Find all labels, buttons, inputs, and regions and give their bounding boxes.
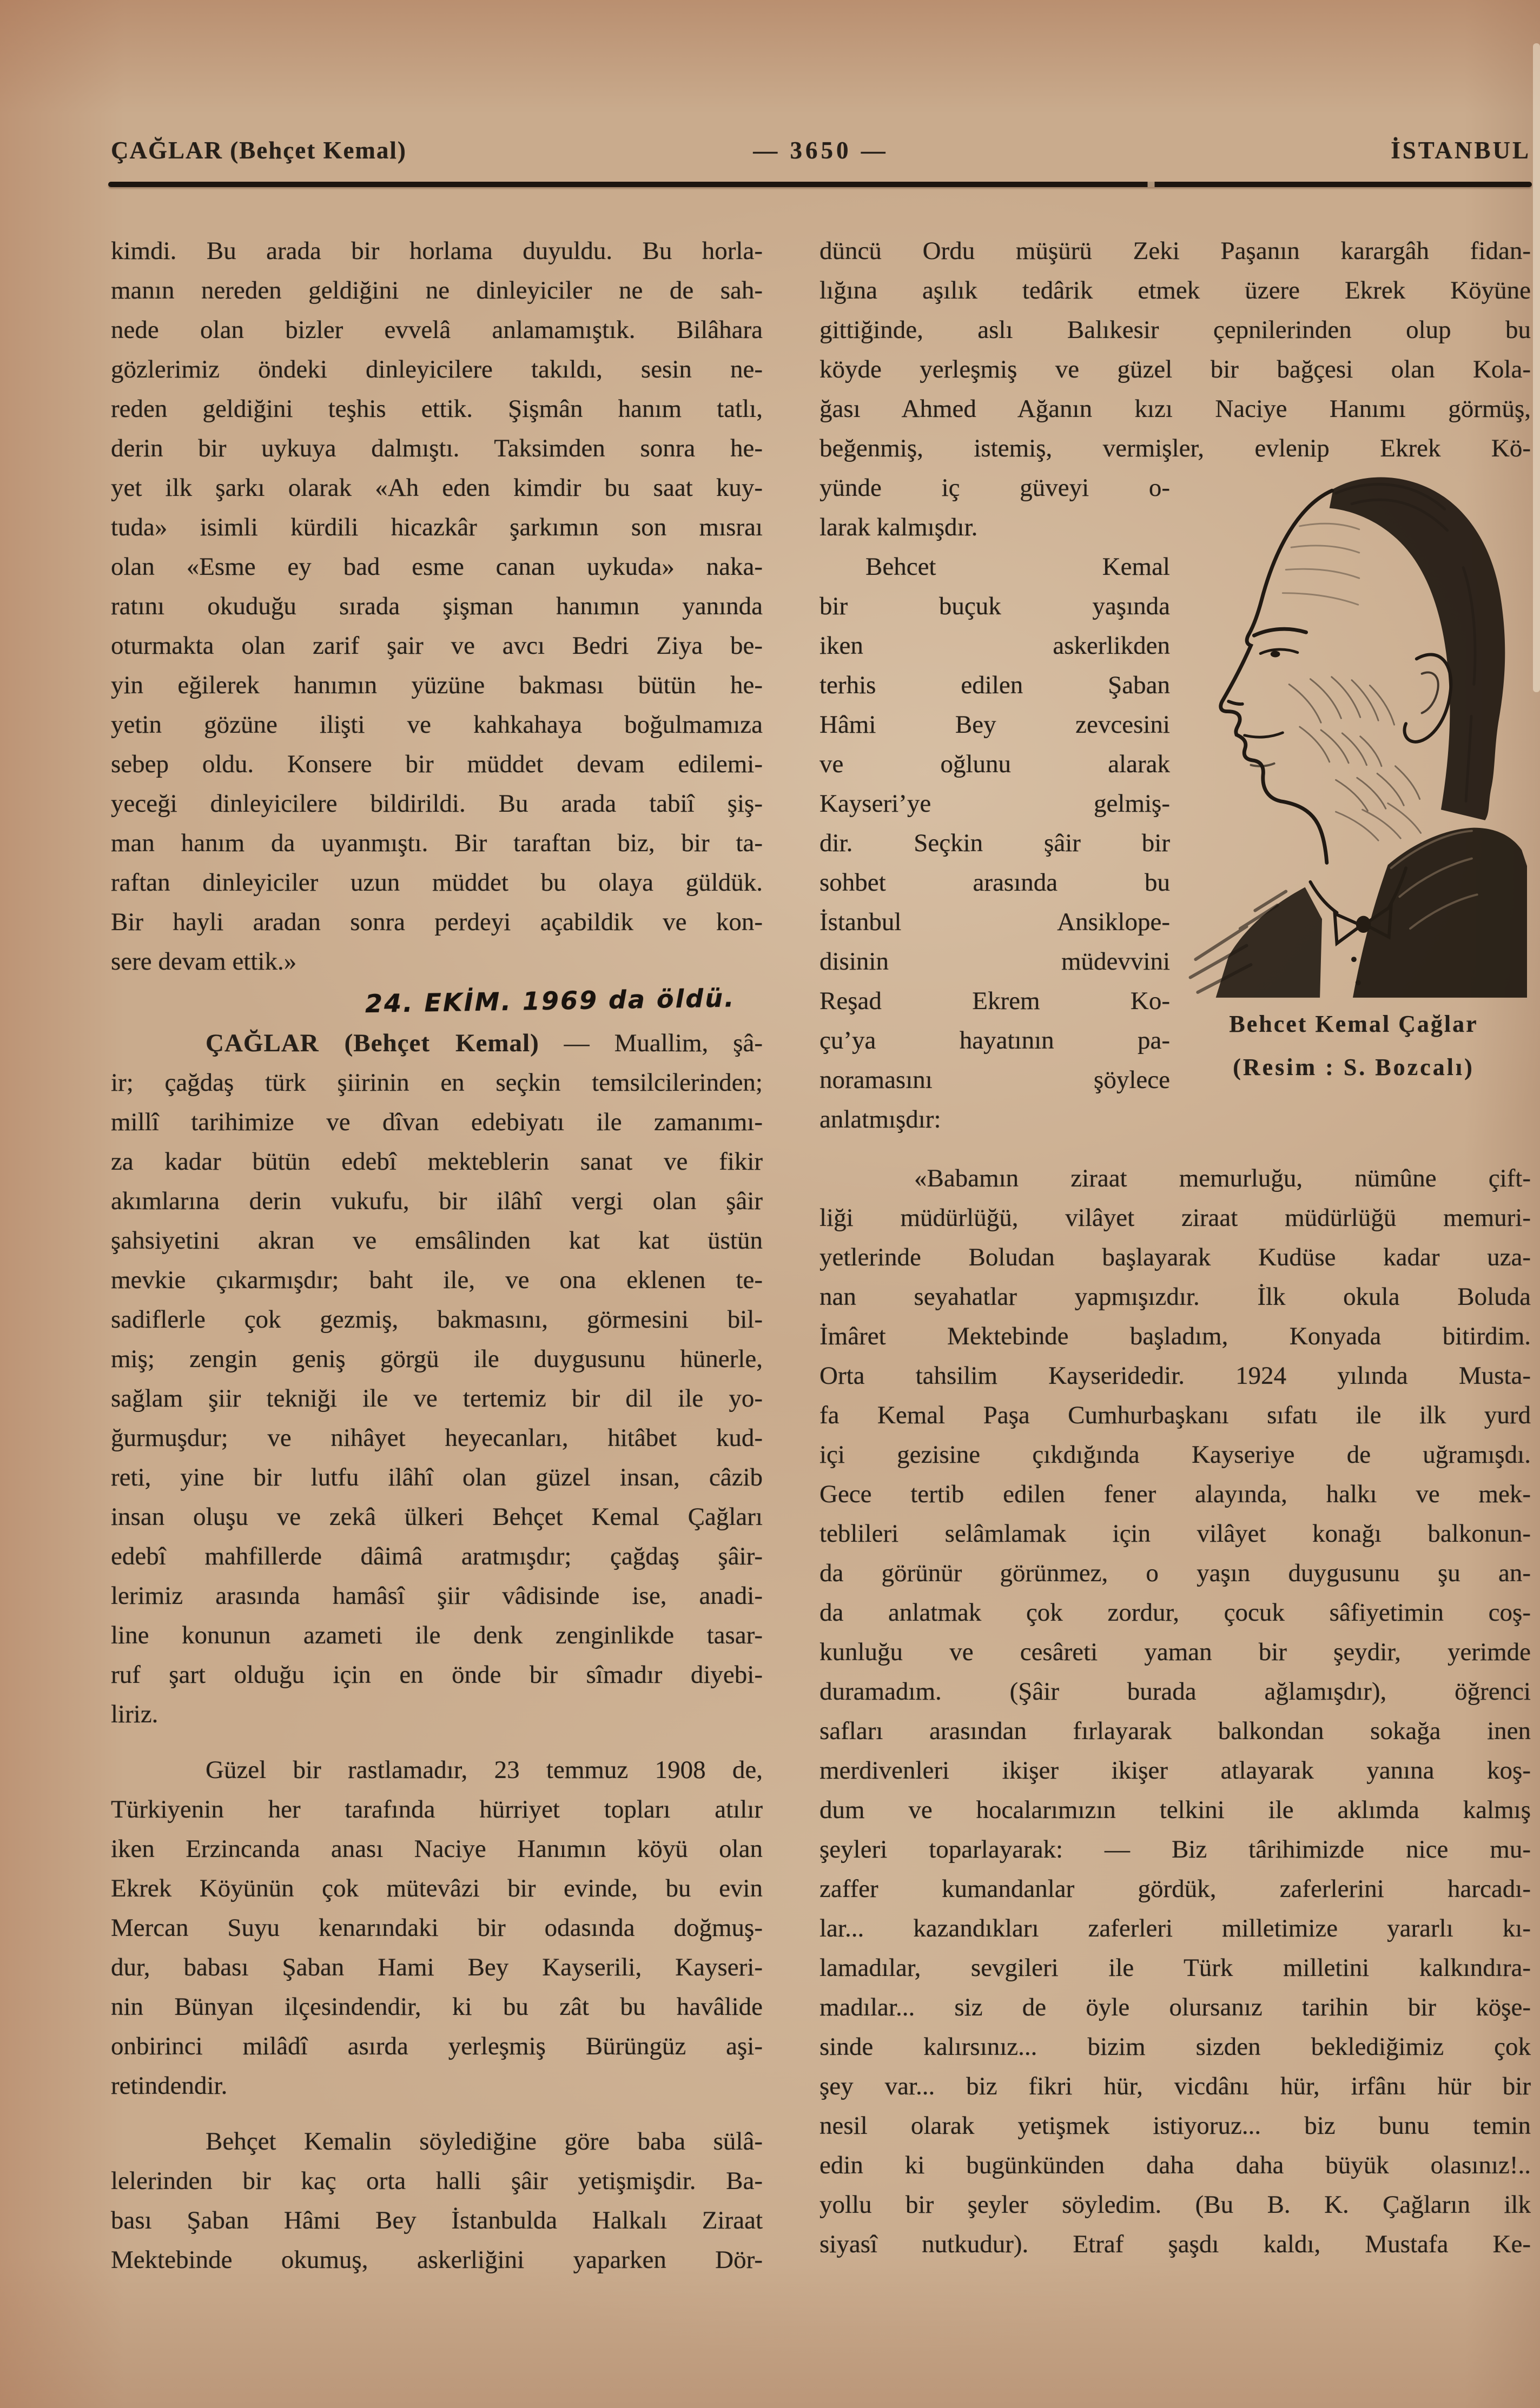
text-line: Mercan Suyu kenarındaki bir odasında doğmuş- (111, 1914, 763, 1942)
text-line: edin ki bugünkünden daha daha büyük olasınız!.. (819, 2151, 1531, 2179)
text-line: yet ilk şarkı olarak «Ah eden kimdir bu saat kuy- (111, 474, 763, 502)
text-line: dir. Seçkin şâir bir (819, 829, 1170, 857)
text-line: dur, babası Şaban Hami Bey Kayserili, Kayseri- (111, 1953, 763, 1981)
text-line: Güzel bir rastlamadır, 23 temmuz 1908 de, (206, 1756, 763, 1784)
text-line: miş; zengin geniş görgü ile duygusunu hünerle, (111, 1345, 763, 1373)
text-line: Reşad Ekrem Ko- (819, 987, 1170, 1015)
text-line: liği müdürlüğü, vilâyet ziraat müdürlüğü memuri- (819, 1204, 1531, 1232)
text-line: İstanbul Ansiklope- (819, 908, 1170, 936)
text-line: ğurmuşdur; ve nihâyet heyecanları, hitâbet kud- (111, 1424, 763, 1452)
text-line: man hanım da uyanmıştı. Bir taraftan biz, bir ta- (111, 829, 763, 857)
portrait-row (819, 468, 1531, 1139)
header-divider-rule (108, 182, 1532, 187)
text-line: içi gezisine çıkdığında Kayseriye de uğramışdı. (819, 1441, 1531, 1469)
left-column-entry-text (111, 1024, 763, 2280)
text-line: yin eğilerek hanımın yüzüne bakması bütün he- (111, 671, 763, 699)
text-line: bir buçuk yaşında (819, 592, 1170, 620)
text-line: iken Erzincanda anası Naciye Hanımın köyü olan (111, 1835, 763, 1863)
text-line: larak kalmışdır. (819, 513, 978, 541)
text-line: Türkiyenin her tarafında hürriyet topları atılır (111, 1795, 763, 1823)
text-line: lığına aşılık tedârik etmek üzere Ekrek Köyüne (819, 276, 1531, 304)
text-line: siyasî nutkudur). Etraf şaşdı kaldı, Mustafa Ke- (819, 2230, 1531, 2258)
text-line: şey var... biz fikri hür, vicdânı hür, irfânı hür bir (819, 2072, 1531, 2100)
text-line: raftan dinleyiciler uzun müddet bu olaya güldük. (111, 868, 763, 897)
text-line: şeyleri toparlayarak: — Biz târihimizde nice mu- (819, 1835, 1531, 1863)
text-line: oturmakta olan zarif şair ve avcı Bedri Ziya be- (111, 632, 763, 660)
text-line: anlatmışdır: (819, 1105, 941, 1133)
page-edge-highlight (1533, 43, 1540, 692)
page-number: — 3650 — (753, 137, 889, 164)
text-line: yollu bir şeyler söyledim. (Bu B. K. Çağların ilk (819, 2191, 1531, 2219)
text-line: düncü Ordu müşürü Zeki Paşanın karargâh fidan- (819, 237, 1531, 265)
text-line: Kayseri’ye gelmiş- (819, 790, 1170, 818)
text-line: olan «Esme ey bad esme canan uykuda» naka- (111, 553, 763, 581)
text-line: gittiğinde, aslı Balıkesir çepnilerinden olup bu (819, 316, 1531, 344)
text-line: teblileri selâmlamak için vilâyet konağı balkonun- (819, 1520, 1531, 1548)
text-line: da görünür görünmez, o yaşın duygusunu şu an- (819, 1559, 1531, 1587)
text-line: lerimiz arasında hamâsî şiir vâdisinde ise, anadi- (111, 1582, 763, 1610)
right-column-bottom-paragraph (819, 1159, 1531, 2264)
text-line: ğası Ahmed Ağanın kızı Naciye Hanımı görmüş, (819, 395, 1531, 423)
text-line: disinin müdevvini (819, 947, 1170, 976)
text-line: noramasını şöylece (819, 1066, 1170, 1094)
text-line: köyde yerleşmiş ve güzel bir bağçesi olan Kola- (819, 355, 1531, 383)
text-line: ratını okuduğu sırada şişman hanımın yanında (111, 592, 763, 620)
text-line: da anlatmak çok zordur, çocuk sâfiyetimin coş- (819, 1598, 1531, 1627)
text-line: terhis edilen Şaban (819, 671, 1170, 699)
portrait-caption-name: Behcet Kemal Çağlar (1229, 1011, 1478, 1037)
text-line: çu’ya hayatının pa- (819, 1026, 1170, 1054)
text-line: yeceği dinleyicilere bildirildi. Bu arada tabiî şiş- (111, 790, 763, 818)
text-line: şahsiyetini akran ve emsâlinden kat kat üstün (111, 1226, 763, 1255)
text-line: beğenmiş, istemiş, vermişler, evlenip Ekrek Kö- (819, 434, 1531, 462)
text-line: insan oluşu ve zekâ ülkeri Behçet Kemal Çağları (111, 1503, 763, 1531)
portrait-block (1177, 456, 1531, 1139)
text-line: edebî mahfillerde dâimâ aratmışdır; çağdaş şâir- (111, 1542, 763, 1570)
text-line: Mektebinde okumuş, askerliğini yaparken Dör- (111, 2246, 763, 2274)
text-line: zaffer kumandanlar gördük, zaferlerini harcadı- (819, 1875, 1531, 1903)
text-line: nan seyahatlar yapmışızdır. İlk okula Boluda (819, 1283, 1531, 1311)
text-line: reden geldiğini teşhis ettik. Şişmân hanım tatlı, (111, 395, 763, 423)
text-line: yetin gözüne ilişti ve kahkahaya boğulmamıza (111, 711, 763, 739)
text-line: Behcet Kemal (865, 553, 1170, 581)
text-line: ruf şart olduğu için en önde bir sîmadır diyebi- (111, 1661, 763, 1689)
left-column-paragraph-a (111, 231, 763, 981)
narrow-text-column (819, 468, 1170, 1139)
header-entry-title: ÇAĞLAR (Behçet Kemal) (111, 137, 407, 164)
text-line: manın nereden geldiğini ne dinleyiciler ne de sah- (111, 276, 763, 304)
text-line: Hâmi Bey zevcesini (819, 711, 1170, 739)
text-line: nin Bünyan ilçesindendir, ki bu zât bu havâlide (111, 1993, 763, 2021)
text-line: «Babamın ziraat memurluğu, nümûne çift- (914, 1164, 1531, 1192)
text-line: za kadar bütün edebî mekteblerin sanat ve fikir (111, 1147, 763, 1176)
right-column-top-paragraph (819, 231, 1531, 468)
text-line: Ekrek Köyünün çok mütevâzi bir evinde, bu evin (111, 1874, 763, 1902)
portrait-caption-credit: (Resim : S. Bozcalı) (1233, 1054, 1475, 1080)
text-line: nesil olarak yetişmek istiyoruz... biz bunu temin (819, 2112, 1531, 2140)
text-line: sadiflerle çok gezmiş, bakmasını, görmesini bil- (111, 1305, 763, 1334)
text-line: lar... kazandıkları zaferleri milletimize yararlı kı- (819, 1914, 1531, 1942)
text-line: sohbet arasında bu (819, 868, 1170, 897)
text-line: yünde iç güveyi o- (819, 474, 1170, 502)
text-line: İmâret Mektebinde başladım, Konyada bitirdim. (819, 1322, 1531, 1350)
text-line: duramadım. (Şâir burada ağlamışdır), öğrenci (819, 1677, 1531, 1706)
text-line: Gece tertib edilen fener alayında, halkı ve mek- (819, 1480, 1531, 1508)
text-line: ÇAĞLAR (Behçet Kemal) — Muallim, şâ- (206, 1029, 763, 1057)
text-line: lamadılar, sevgileri ile Türk milletini kalkındıra- (819, 1954, 1531, 1982)
text-line: Behçet Kemalin söylediğine göre baba sülâ- (206, 2127, 763, 2155)
left-column (111, 231, 763, 2280)
text-line: kunluğu ve cesâreti yaman bir şeydir, yerimde (819, 1638, 1531, 1666)
text-line: sere devam ettik.» (111, 947, 297, 976)
text-line: merdivenleri ikişer ikişer atlayarak yanına koş- (819, 1756, 1531, 1785)
text-line: onbirinci milâdî asırda yerleşmiş Bürüngüz aşi- (111, 2032, 763, 2060)
text-line: mevkie çıkarmışdır; baht ile, ve ona eklenen te- (111, 1266, 763, 1294)
text-line: nede olan bizler evvelâ anlamamıştık. Bilâhara (111, 316, 763, 344)
handwritten-death-note: 24. EKİM. 1969 da öldü. (365, 983, 736, 1019)
page-header (111, 136, 1531, 164)
text-line: sağlam şiir tekniği ile ve tertemiz bir dil ile yo- (111, 1384, 763, 1412)
text-line: akımlarına derin vukufu, bir ilâhî vergi olan şâir (111, 1187, 763, 1215)
text-line: liriz. (111, 1700, 158, 1728)
text-line: dum ve hocalarımızın telkini ile aklımda kalmış (819, 1796, 1531, 1824)
text-line: kimdi. Bu arada bir horlama duyuldu. Bu horla- (111, 237, 763, 265)
text-line: tuda» isimli kürdili hicazkâr şarkımın son mısraı (111, 513, 763, 541)
text-line: madılar... siz de öyle olursanız tarihin bir köşe- (819, 1993, 1531, 2021)
text-line: lelerinden bir kaç orta halli şâir yetişmişdir. Ba- (111, 2167, 763, 2195)
text-line: derin bir uykuya dalmıştı. Taksimden sonra he- (111, 434, 763, 462)
text-line: millî tarihimize ve dîvan edebiyatı ile zamanımı- (111, 1108, 763, 1136)
text-line: bası Şaban Hâmi Bey İstanbulda Halkalı Ziraat (111, 2206, 763, 2234)
text-line: ir; çağdaş türk şiirinin en seçkin temsilcilerinden; (111, 1069, 763, 1097)
text-line: Bir hayli aradan sonra perdeyi açabildik ve kon- (111, 908, 763, 936)
text-line: iken askerlikden (819, 632, 1170, 660)
text-line: yetlerinde Boludan başlayarak Kudüse kadar uza- (819, 1243, 1531, 1271)
header-volume-title: İSTANBUL (1391, 137, 1531, 164)
text-line: fa Kemal Paşa Cumhurbaşkanı sıfatı ile ilk yurd (819, 1401, 1531, 1429)
text-line: ve oğlunu alarak (819, 750, 1170, 778)
text-line: sebep oldu. Konsere bir müddet devam edilemi- (111, 750, 763, 778)
text-line: line konunun azameti ile denk zenginlikde tasar- (111, 1621, 763, 1649)
text-line: safları arasından fırlayarak balkondan sokağa inen (819, 1717, 1531, 1745)
text-line: gözlerimiz öndeki dinleyicilere takıldı, sesin ne- (111, 355, 763, 383)
text-line: sinde kalırsınız... bizim sizden beklediğimiz çok (819, 2033, 1531, 2061)
portrait-illustration (1177, 456, 1527, 1003)
text-line: Orta tahsilim Kayseridedir. 1924 yılında Musta- (819, 1362, 1531, 1390)
right-column (819, 231, 1531, 2264)
text-line: reti, yine bir lutfu ilâhî olan güzel insan, câzib (111, 1463, 763, 1491)
text-line: retindendir. (111, 2072, 228, 2100)
